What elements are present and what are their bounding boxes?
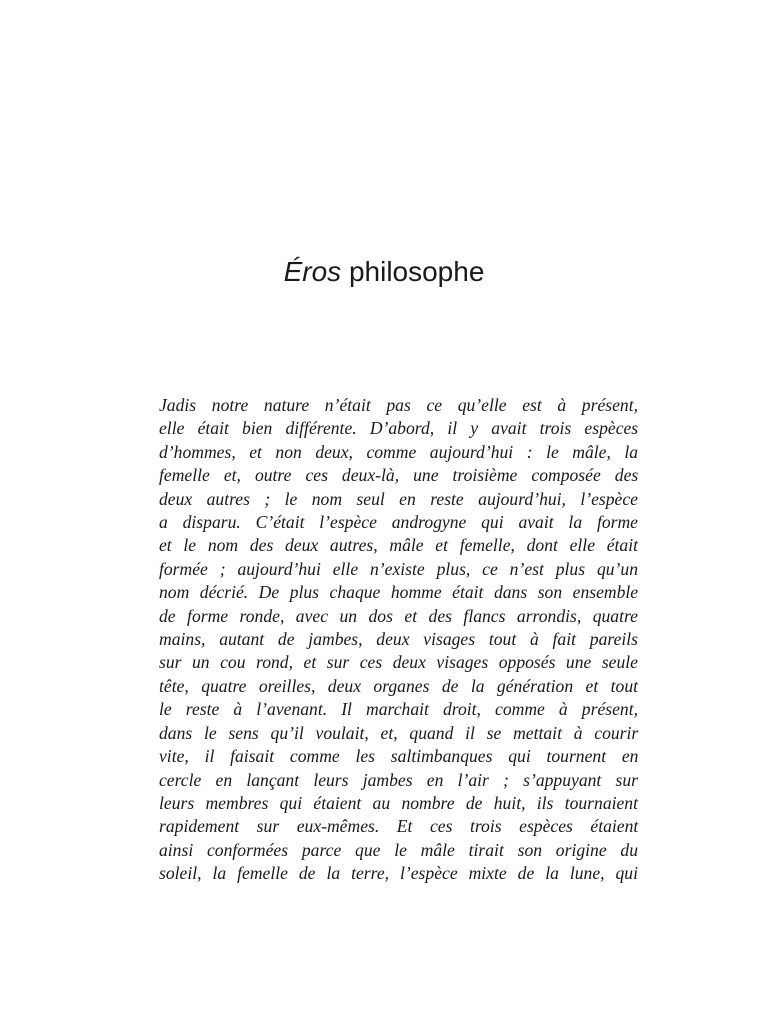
text-line: mains, autant de jambes, deux visages tout à fait pareils: [159, 629, 638, 650]
text-line: a disparu. C’était l’espèce androgyne qui avait la forme: [159, 512, 638, 533]
text-line: vite, il faisait comme les saltimbanques qui tournent en: [159, 746, 639, 767]
body-paragraph: [159, 394, 638, 886]
text-line: cercle en lançant leurs jambes en l’air ; s’appuyant sur: [159, 769, 638, 790]
chapter-title-roman: philosophe: [348, 256, 485, 287]
text-line: le reste à l’avenant. Il marchait droit, comme à présent,: [159, 699, 638, 720]
text-line: dans le sens qu’il voulait, et, quand il se mettait à courir: [159, 722, 639, 743]
text-line: Jadis notre nature n’était pas ce qu’elle est à présent,: [159, 395, 638, 415]
text-line: d’hommes, et non deux, comme aujourd’hui : le mâle, la: [159, 441, 639, 462]
text-line: soleil, la femelle de la terre, l’espèce mixte de la lune, qui: [159, 863, 638, 884]
text-line: rapidement sur eux-mêmes. Et ces trois espèces étaient: [159, 816, 639, 837]
text-line: formée ; aujourd’hui elle n’existe plus, ce n’est plus qu’un: [159, 558, 638, 579]
text-line: de forme ronde, avec un dos et des flancs arrondis, quatre: [159, 605, 638, 626]
chapter-title-italic: Éros: [283, 256, 342, 287]
text-line: femelle et, outre ces deux-là, une troisième composée des: [159, 465, 639, 486]
text-line: nom décrié. De plus chaque homme était dans son ensemble: [159, 582, 639, 603]
text-line: et le nom des deux autres, mâle et femelle, dont elle était: [159, 535, 638, 556]
text-line: sur un cou rond, et sur ces deux visages opposés une seule: [159, 652, 638, 673]
text-line: ainsi conformées parce que le mâle tirait son origine du: [159, 839, 638, 860]
chapter-title: [0, 250, 768, 294]
text-line: leurs membres qui étaient au nombre de huit, ils tournaient: [159, 792, 638, 813]
text-line: tête, quatre oreilles, deux organes de la génération et tout: [159, 675, 639, 696]
text-line: deux autres ; le nom seul en reste aujourd’hui, l’espèce: [159, 488, 638, 509]
text-line: elle était bien différente. D’abord, il y avait trois espèces: [159, 418, 639, 439]
